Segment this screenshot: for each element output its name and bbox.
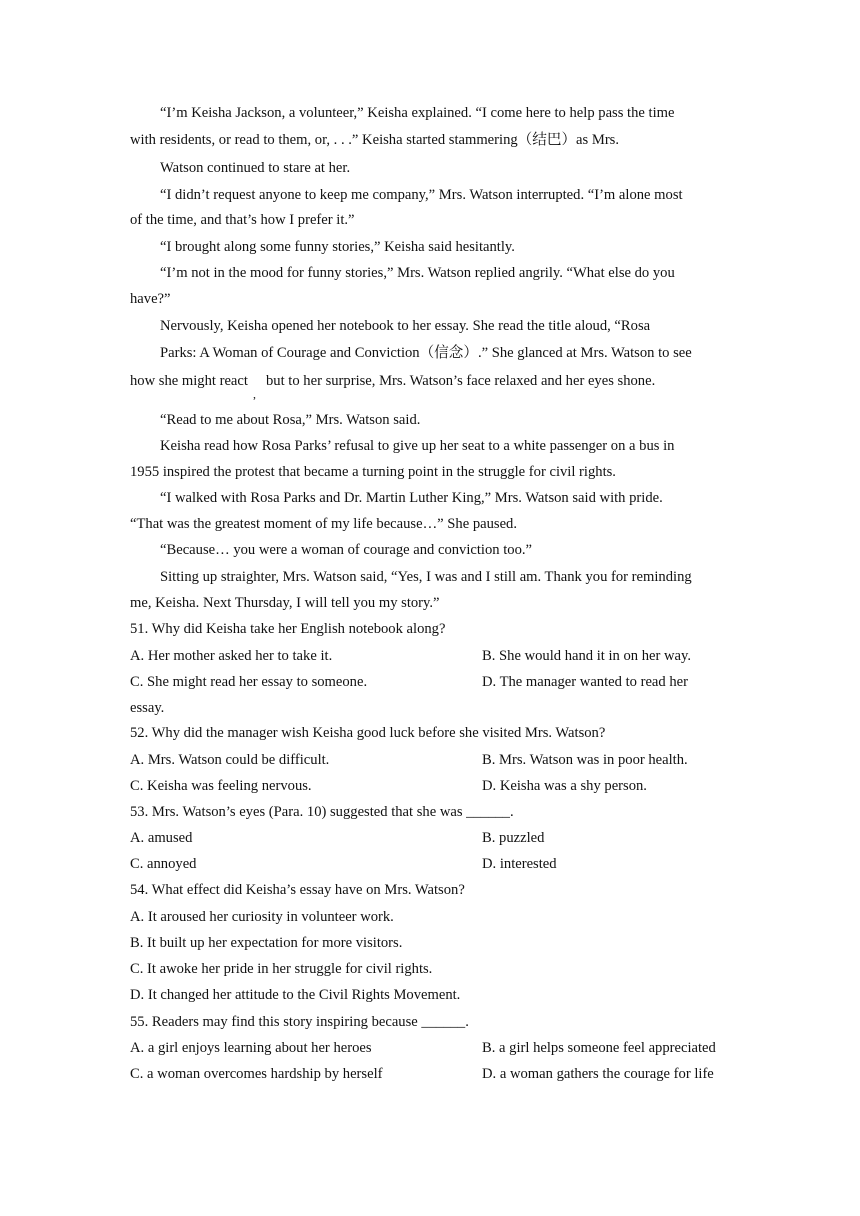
option-a: A. Her mother asked her to take it. [130, 648, 333, 664]
passage-line: with residents, or read to them, or, . . .” Keisha started stammering（结巴）as Mrs. [130, 132, 620, 148]
option-c: C. a woman overcomes hardship by herself [130, 1066, 383, 1082]
passage-line: of the time, and that’s how I prefer it.” [130, 212, 355, 228]
option-d: D. It changed her attitude to the Civil Rights Movement. [130, 987, 461, 1003]
option-a: A. a girl enjoys learning about her heroes [130, 1040, 372, 1056]
passage-line: “Read to me about Rosa,” Mrs. Watson said. [160, 412, 421, 428]
option-b: B. puzzled [482, 830, 545, 846]
question-stem: 53. Mrs. Watson’s eyes (Para. 10) suggested that she was ______. [130, 804, 514, 820]
passage-line: but to her surprise, Mrs. Watson’s face relaxed and her eyes shone. [266, 373, 656, 389]
passage-line: “I’m not in the mood for funny stories,” Mrs. Watson replied angrily. “What else do you [160, 265, 675, 281]
option-d: D. Keisha was a shy person. [482, 778, 647, 794]
passage-line: 1955 inspired the protest that became a turning point in the struggle for civil rights. [130, 464, 616, 480]
passage-line: me, Keisha. Next Thursday, I will tell you my story.” [130, 595, 440, 611]
question-stem: 54. What effect did Keisha’s essay have on Mrs. Watson? [130, 882, 465, 898]
passage-line: “I walked with Rosa Parks and Dr. Martin Luther King,” Mrs. Watson said with pride. [160, 490, 663, 506]
option-c: C. Keisha was feeling nervous. [130, 778, 312, 794]
passage-line: “That was the greatest moment of my life because…” She paused. [130, 516, 518, 532]
passage-line: Sitting up straighter, Mrs. Watson said, “Yes, I was and I still am. Thank you for reminding [160, 569, 692, 585]
option-b: B. It built up her expectation for more visitors. [130, 935, 403, 951]
passage-line: how she might react [130, 373, 248, 389]
question-stem: 55. Readers may find this story inspiring because ______. [130, 1014, 469, 1030]
option-d: D. a woman gathers the courage for life [482, 1066, 714, 1082]
passage-line: “I brought along some funny stories,” Keisha said hesitantly. [160, 239, 515, 255]
passage-line: “I didn’t request anyone to keep me company,” Mrs. Watson interrupted. “I’m alone most [160, 187, 683, 203]
option-a: A. Mrs. Watson could be difficult. [130, 752, 330, 768]
passage-line: “Because… you were a woman of courage and conviction too.” [160, 542, 532, 558]
option-d: D. interested [482, 856, 557, 872]
option-b: B. She would hand it in on her way. [482, 648, 692, 664]
passage-comma: , [253, 387, 256, 401]
question-stem: 52. Why did the manager wish Keisha good luck before she visited Mrs. Watson? [130, 725, 606, 741]
option-c: C. annoyed [130, 856, 197, 872]
option-a: A. It aroused her curiosity in volunteer work. [130, 909, 394, 925]
passage-line: Nervously, Keisha opened her notebook to her essay. She read the title aloud, “Rosa [160, 318, 651, 334]
passage-line: Watson continued to stare at her. [160, 160, 351, 176]
option-a: A. amused [130, 830, 193, 846]
passage-line: Keisha read how Rosa Parks’ refusal to give up her seat to a white passenger on a bus in [160, 438, 675, 454]
passage-line: “I’m Keisha Jackson, a volunteer,” Keisha explained. “I come here to help pass the time [160, 105, 675, 121]
option-c: C. She might read her essay to someone. [130, 674, 368, 690]
passage-line: Parks: A Woman of Courage and Conviction（信念）.” She glanced at Mrs. Watson to see [160, 345, 692, 361]
passage-line: have?” [130, 291, 171, 307]
option-b: B. Mrs. Watson was in poor health. [482, 752, 688, 768]
option-d-continued: essay. [130, 700, 165, 716]
question-stem: 51. Why did Keisha take her English notebook along? [130, 621, 446, 637]
option-d: D. The manager wanted to read her [482, 674, 688, 690]
option-b: B. a girl helps someone feel appreciated [482, 1040, 716, 1056]
option-c: C. It awoke her pride in her struggle for civil rights. [130, 961, 433, 977]
